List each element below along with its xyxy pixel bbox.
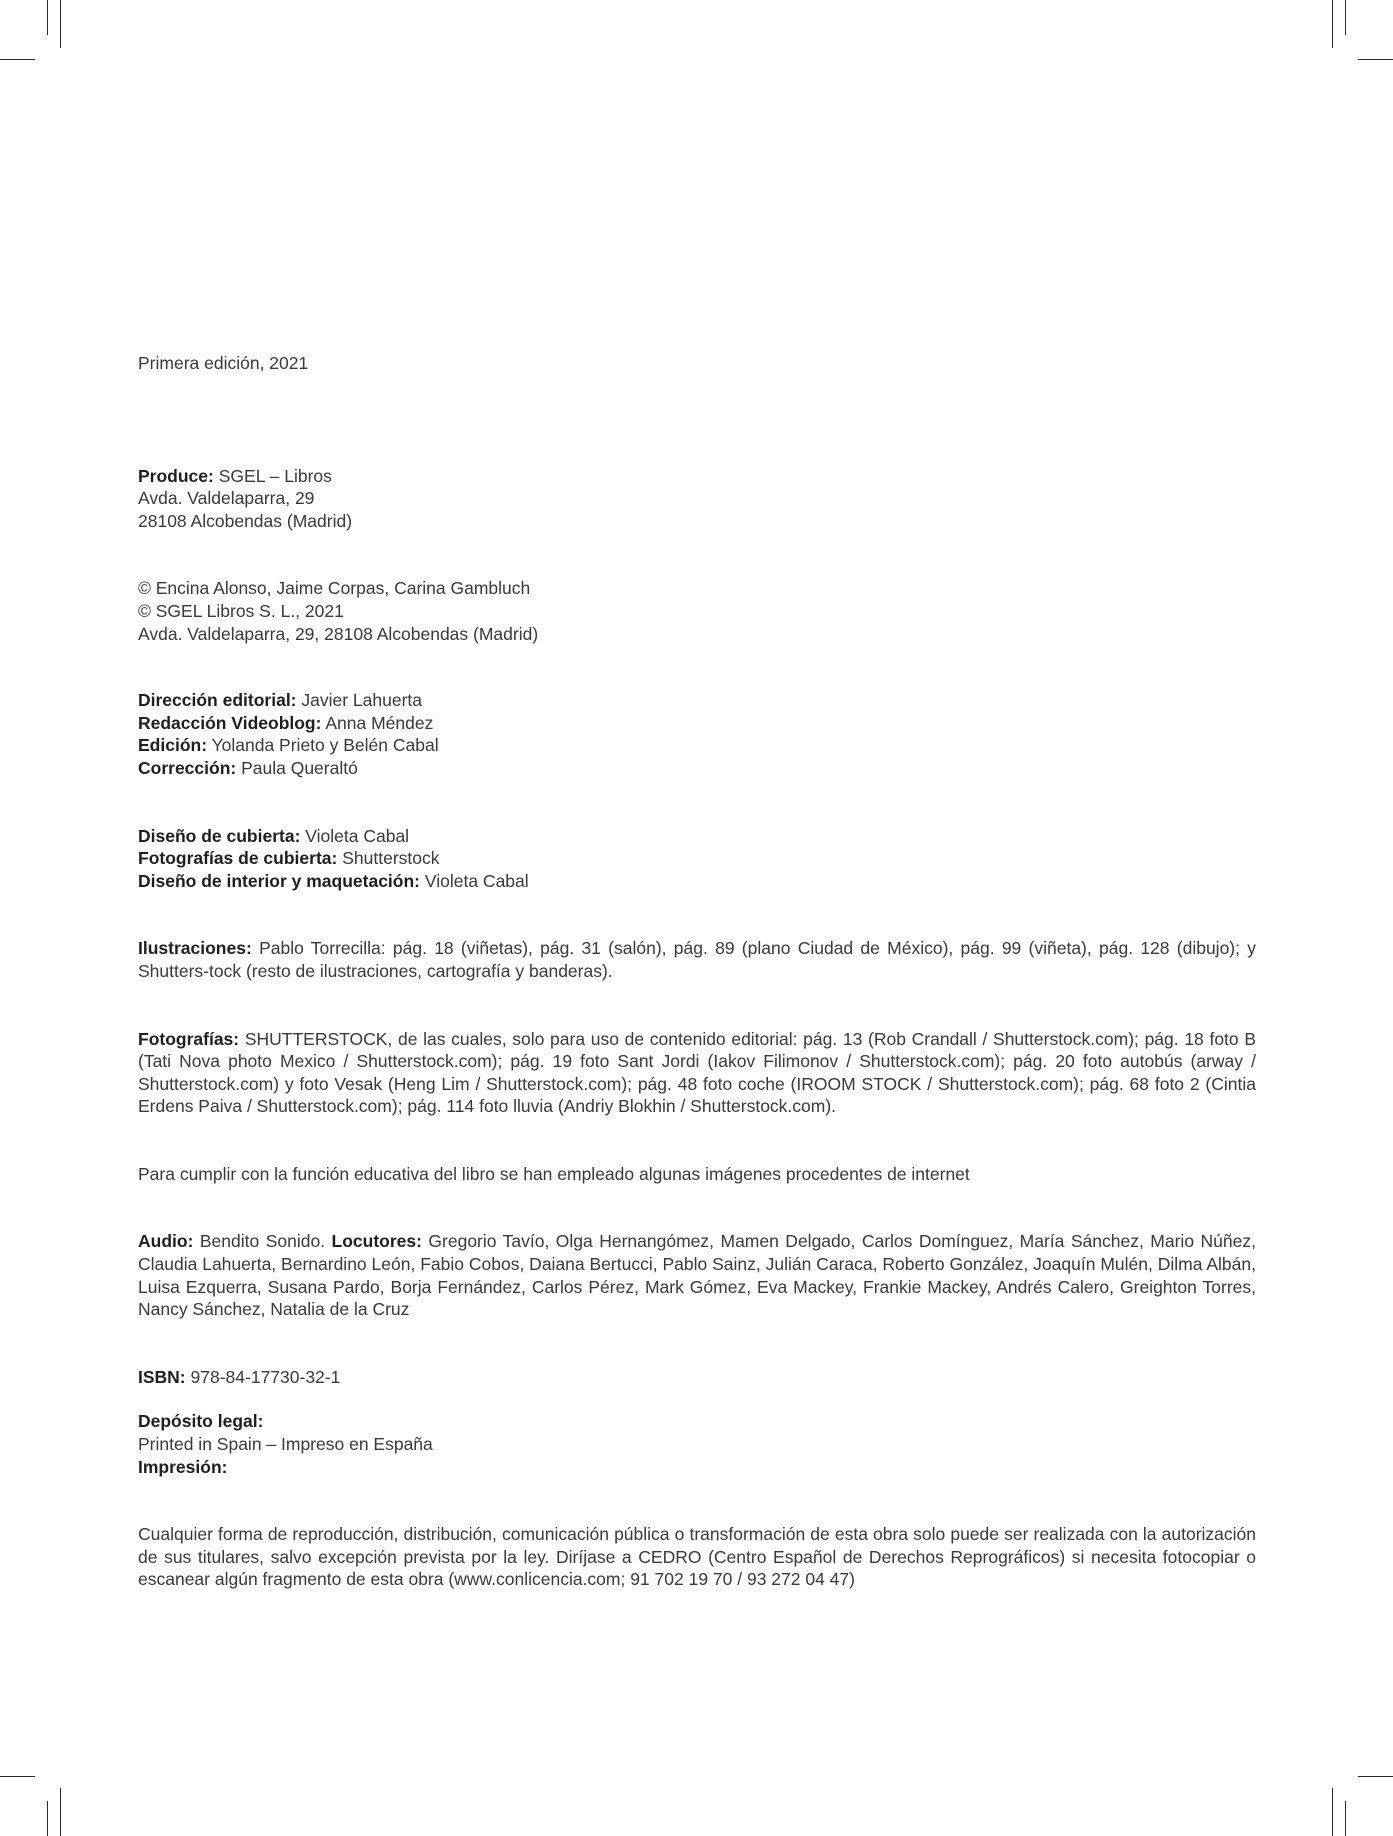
producer-address-1: Avda. Valdelaparra, 29 [138, 488, 315, 509]
copyright-line-2: © SGEL Libros S. L., 2021 [138, 600, 344, 621]
design-interior: Diseño de interior y maquetación: Violeta Cabal [138, 870, 529, 891]
crop-mark-bottom-left-v2 [47, 1801, 48, 1836]
photos-block [138, 1028, 1256, 1118]
crop-mark-bottom-right-v [1332, 1788, 1333, 1836]
rights-notice: Cualquier forma de reproducción, distribución, comunicación pública o transformación de esta obra solo puede ser realizada con la autorización de sus titulares, salvo excepción prevista por la ley. Diríjase a CEDRO (Centro Español de Derechos Reprográficos) si necesita fotocopiar o escanear algún fragmento de esta obra (www.conlicencia.com; 91 702 19 70 / 93 272 04 47) [138, 1524, 1256, 1590]
internet-note-block [138, 1163, 1256, 1186]
isbn-block [138, 1366, 1256, 1389]
credits-page [138, 352, 1256, 1591]
printing-label: Impresión: [138, 1456, 228, 1477]
crop-mark-top-left-v2 [47, 0, 48, 35]
photos-label: Fotografías: [138, 1028, 240, 1049]
illustrations-block [138, 937, 1256, 982]
crop-mark-top-right-h [1358, 59, 1393, 60]
crop-mark-bottom-right-h [1358, 1776, 1393, 1777]
legal-deposit-label: Depósito legal: [138, 1411, 264, 1432]
copyright-line-1: © Encina Alonso, Jaime Corpas, Carina Gambluch [138, 578, 531, 599]
editorial-director: Dirección editorial: Javier Lahuerta [138, 690, 423, 711]
photos-text: SHUTTERSTOCK, de las cuales, solo para uso de contenido editorial: pág. 13 (Rob Crandall / Shutterstock.com); pág. 18 foto B (Tati Nova photo Mexico / Shutterstock.com); pág. 19 foto Sant Jordi (Iakov Filimonov / Shutterstock.com); pág. 20 foto autobús (arway / Shutterstock.com) y foto Vesak (Heng Lim / Shutterstock.com); pág. 48 foto coche (IROOM STOCK / Shutterstock.com); pág. 68 foto 2 (Cintia Erdens Paiva / Shutterstock.com); pág. 114 foto lluvia (Andriy Blokhin / Shutterstock.com). [138, 1028, 1256, 1117]
speakers-label: Locutores: [331, 1231, 422, 1252]
producer-address-2: 28108 Alcobendas (Madrid) [138, 510, 353, 531]
editorial-correction: Corrección: Paula Queraltó [138, 757, 358, 778]
audio-label: Audio: [138, 1231, 194, 1252]
design-cover: Diseño de cubierta: Violeta Cabal [138, 825, 410, 846]
copyright-block [138, 577, 1256, 645]
copyright-line-3: Avda. Valdelaparra, 29, 28108 Alcobendas (Madrid) [138, 623, 539, 644]
design-cover-photos: Fotografías de cubierta: Shutterstock [138, 848, 440, 869]
internet-note: Para cumplir con la función educativa del libro se han empleado algunas imágenes procedentes de internet [138, 1163, 970, 1184]
editorial-edition: Edición: Yolanda Prieto y Belén Cabal [138, 735, 439, 756]
speakers-list: Gregorio Tavío, Olga Hernangómez, Mamen Delgado, Carlos Domínguez, María Sánchez, Mario Núñez, Claudia Lahuerta, Bernardino León, Fabio Cobos, Daiana Bertucci, Pablo Sainz, Julián Caraca, Roberto González, Joaquín Mulén, Dilma Albán, Luisa Ezquerra, Susana Pardo, Borja Fernández, Carlos Pérez, Mark Gómez, Eva Mackey, Frankie Mackey, Andrés Calero, Greighton Torres, Nancy Sánchez, Natalia de la Cruz [138, 1231, 1256, 1320]
crop-mark-bottom-left-h [0, 1776, 35, 1777]
isbn-label: ISBN: [138, 1366, 186, 1387]
isbn-value: 978-84-17730-32-1 [190, 1366, 341, 1387]
crop-mark-bottom-right-v2 [1345, 1801, 1346, 1836]
audio-value: Bendito Sonido. [199, 1231, 326, 1252]
crop-mark-top-right-v2 [1345, 0, 1346, 35]
editorial-block [138, 689, 1256, 779]
editorial-videoblog: Redacción Videoblog: Anna Méndez [138, 712, 434, 733]
illustrations-text: Pablo Torrecilla: pág. 18 (viñetas), pág. 31 (salón), pág. 89 (plano Ciudad de México), pág. 99 (viñeta), pág. 128 (dibujo); y Shutters-tock (resto de ilustraciones, cartografía y banderas). [138, 938, 1256, 981]
crop-mark-top-right-v [1332, 0, 1333, 48]
crop-mark-top-left-v [60, 0, 61, 48]
printed-line: Printed in Spain – Impreso en España [138, 1434, 433, 1455]
producer-block [138, 465, 1256, 533]
design-block [138, 825, 1256, 893]
rights-block [138, 1523, 1256, 1591]
producer-value: SGEL – Libros [218, 465, 332, 486]
crop-mark-top-left-h [0, 59, 35, 60]
illustrations-label: Ilustraciones: [138, 938, 252, 959]
legal-block [138, 1410, 1256, 1478]
producer-label: Produce: [138, 465, 214, 486]
edition-line: Primera edición, 2021 [138, 353, 309, 373]
crop-mark-bottom-left-v [60, 1788, 61, 1836]
audio-block [138, 1230, 1256, 1320]
